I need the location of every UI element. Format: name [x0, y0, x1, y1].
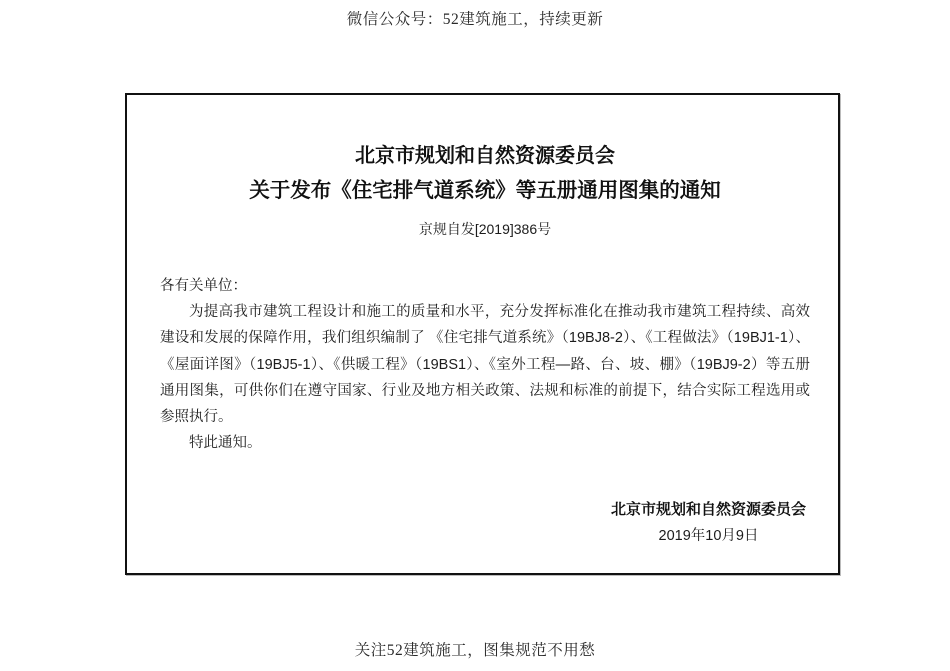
notice-title-issuer: 北京市规划和自然资源委员会	[355, 145, 615, 167]
signature-issuer: 北京市规划和自然资源委员会	[610, 500, 806, 518]
notice-body-paragraph: 为提高我市建筑工程设计和施工的质量和水平，充分发挥标准化在推动我市建筑工程持续、高效建设和发展的保障作用，我们组织编制了 《住宅排气道系统》（19BJ8-2）、《工程做法》（19BJ1-1）、《屋面详图》（19BJ5-1）、《供暖工程》（19BS1）、《室外工程—路、台、坡、棚》（19BJ9-2）等五册通用图集，可供你们在遵守国家、行业及地方相关政策、法规和标准的前提下，结合实际工程选用或参照执行。	[160, 304, 810, 426]
signature-area	[160, 499, 810, 546]
notice-border-box	[125, 93, 840, 575]
signature-block	[611, 499, 806, 546]
notice-content	[127, 95, 838, 546]
footer-watermark: 关注52建筑施工，图集规范不用愁	[354, 642, 596, 659]
header-watermark: 微信公众号：52建筑施工，持续更新	[346, 11, 604, 28]
salutation: 各有关单位：	[160, 278, 247, 294]
closing-remark: 特此通知。	[189, 435, 262, 452]
notice-title-subject: 关于发布《住宅排气道系统》等五册通用图集的通知	[249, 179, 721, 202]
signature-date: 2019年10月9日	[658, 527, 759, 544]
document-number: 京规自发[2019]386号	[418, 221, 552, 237]
